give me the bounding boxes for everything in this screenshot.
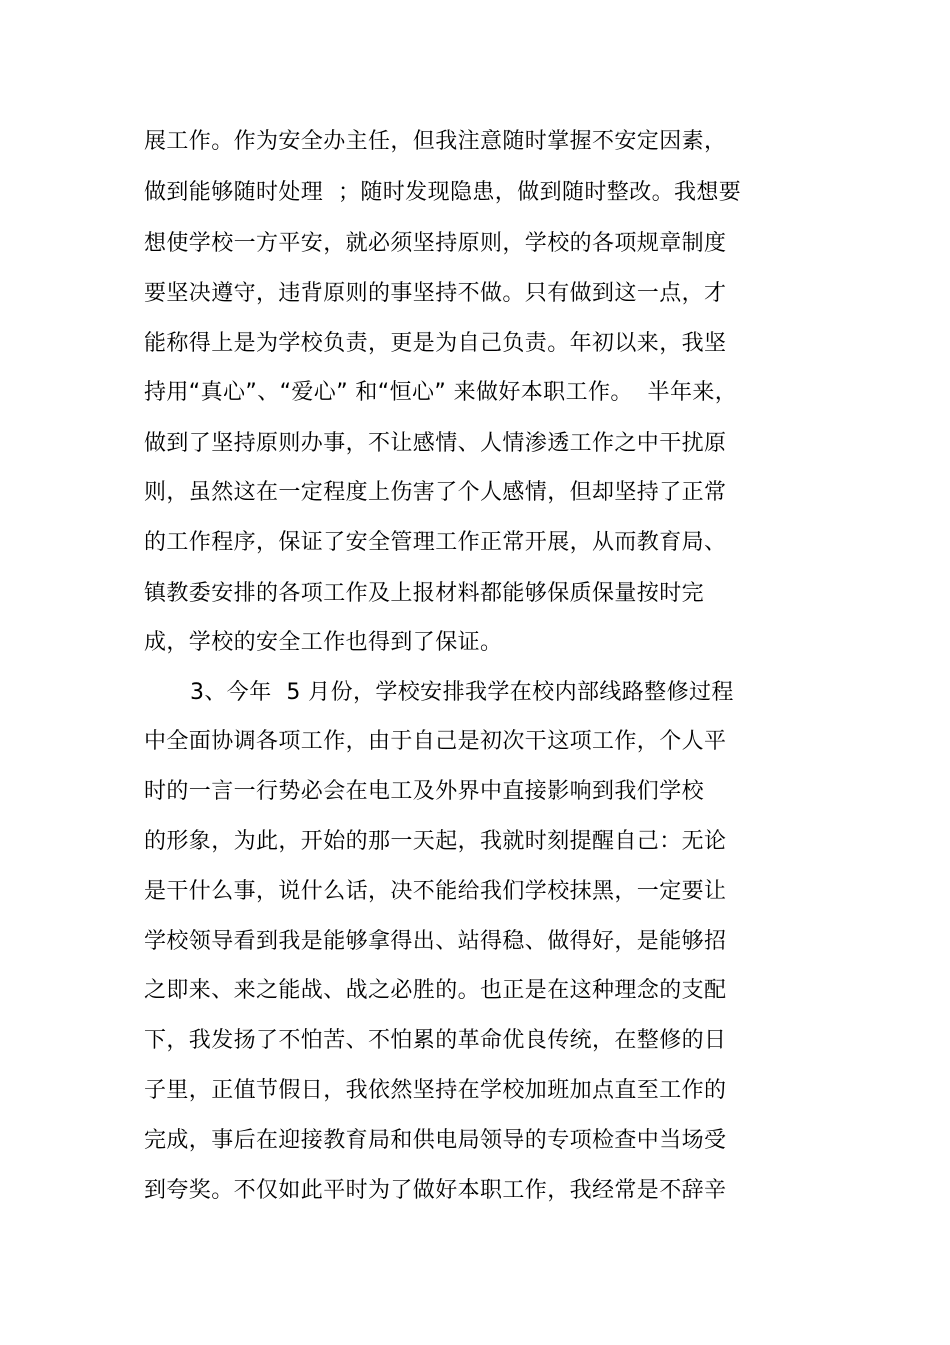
paragraph-line: 时的一言一行势必会在电工及外界中直接影响到我们学校 [144, 779, 705, 804]
paragraph-line: 到夸奖。不仅如此平时为了做好本职工作，我经常是不辞辛 [144, 1178, 727, 1203]
paragraph-line: 成，学校的安全工作也得到了保证。 [144, 630, 503, 655]
paragraph-line: 中全面协调各项工作，由于自己是初次干这项工作，个人平 [144, 729, 727, 754]
paragraph-line: 完成，事后在迎接教育局和供电局领导的专项检查中当场受 [144, 1128, 727, 1153]
paragraph-line: 则，虽然这在一定程度上伤害了个人感情，但却坚持了正常 [144, 480, 727, 505]
paragraph-line: 之即来、来之能战、战之必胜的。也正是在这种理念的支配 [144, 978, 727, 1003]
paragraph-line: 想使学校一方平安，就必须坚持原则，学校的各项规章制度 [144, 231, 727, 256]
paragraph-line: 学校领导看到我是能够拿得出、站得稳、做得好，是能够招 [144, 929, 727, 954]
paragraph-line: 持用“真心”、“爱心” 和“恒心” 来做好本职工作。 半年来， [144, 380, 738, 405]
paragraph-line: 是干什么事，说什么话，决不能给我们学校抹黑，一定要让 [144, 879, 727, 904]
paragraph-first-line: 3、今年 5 月份，学校安排我学在校内部线路整修过程 [190, 680, 734, 705]
paragraph-line: 展工作。作为安全办主任，但我注意随时掌握不安定因素， [144, 129, 727, 154]
paragraph-line: 能称得上是为学校负责，更是为自己负责。年初以来，我坚 [144, 331, 727, 356]
paragraph-line: 要坚决遵守，违背原则的事坚持不做。只有做到这一点，才 [144, 281, 727, 306]
paragraph-line: 做到能够随时处理 ；随时发现隐患，做到随时整改。我想要 [144, 180, 742, 205]
paragraph-line: 的工作程序，保证了安全管理工作正常开展，从而教育局、 [144, 530, 727, 555]
paragraph-line: 做到了坚持原则办事，不让感情、人情渗透工作之中干扰原 [144, 431, 727, 456]
paragraph-line: 下，我发扬了不怕苦、不怕累的革命优良传统，在整修的日 [144, 1028, 727, 1053]
paragraph-line: 镇教委安排的各项工作及上报材料都能够保质保量按时完 [144, 581, 705, 606]
paragraph-line: 子里，正值节假日，我依然坚持在学校加班加点直至工作的 [144, 1078, 727, 1103]
paragraph-line: 的形象，为此，开始的那一天起，我就时刻提醒自己：无论 [144, 829, 727, 854]
